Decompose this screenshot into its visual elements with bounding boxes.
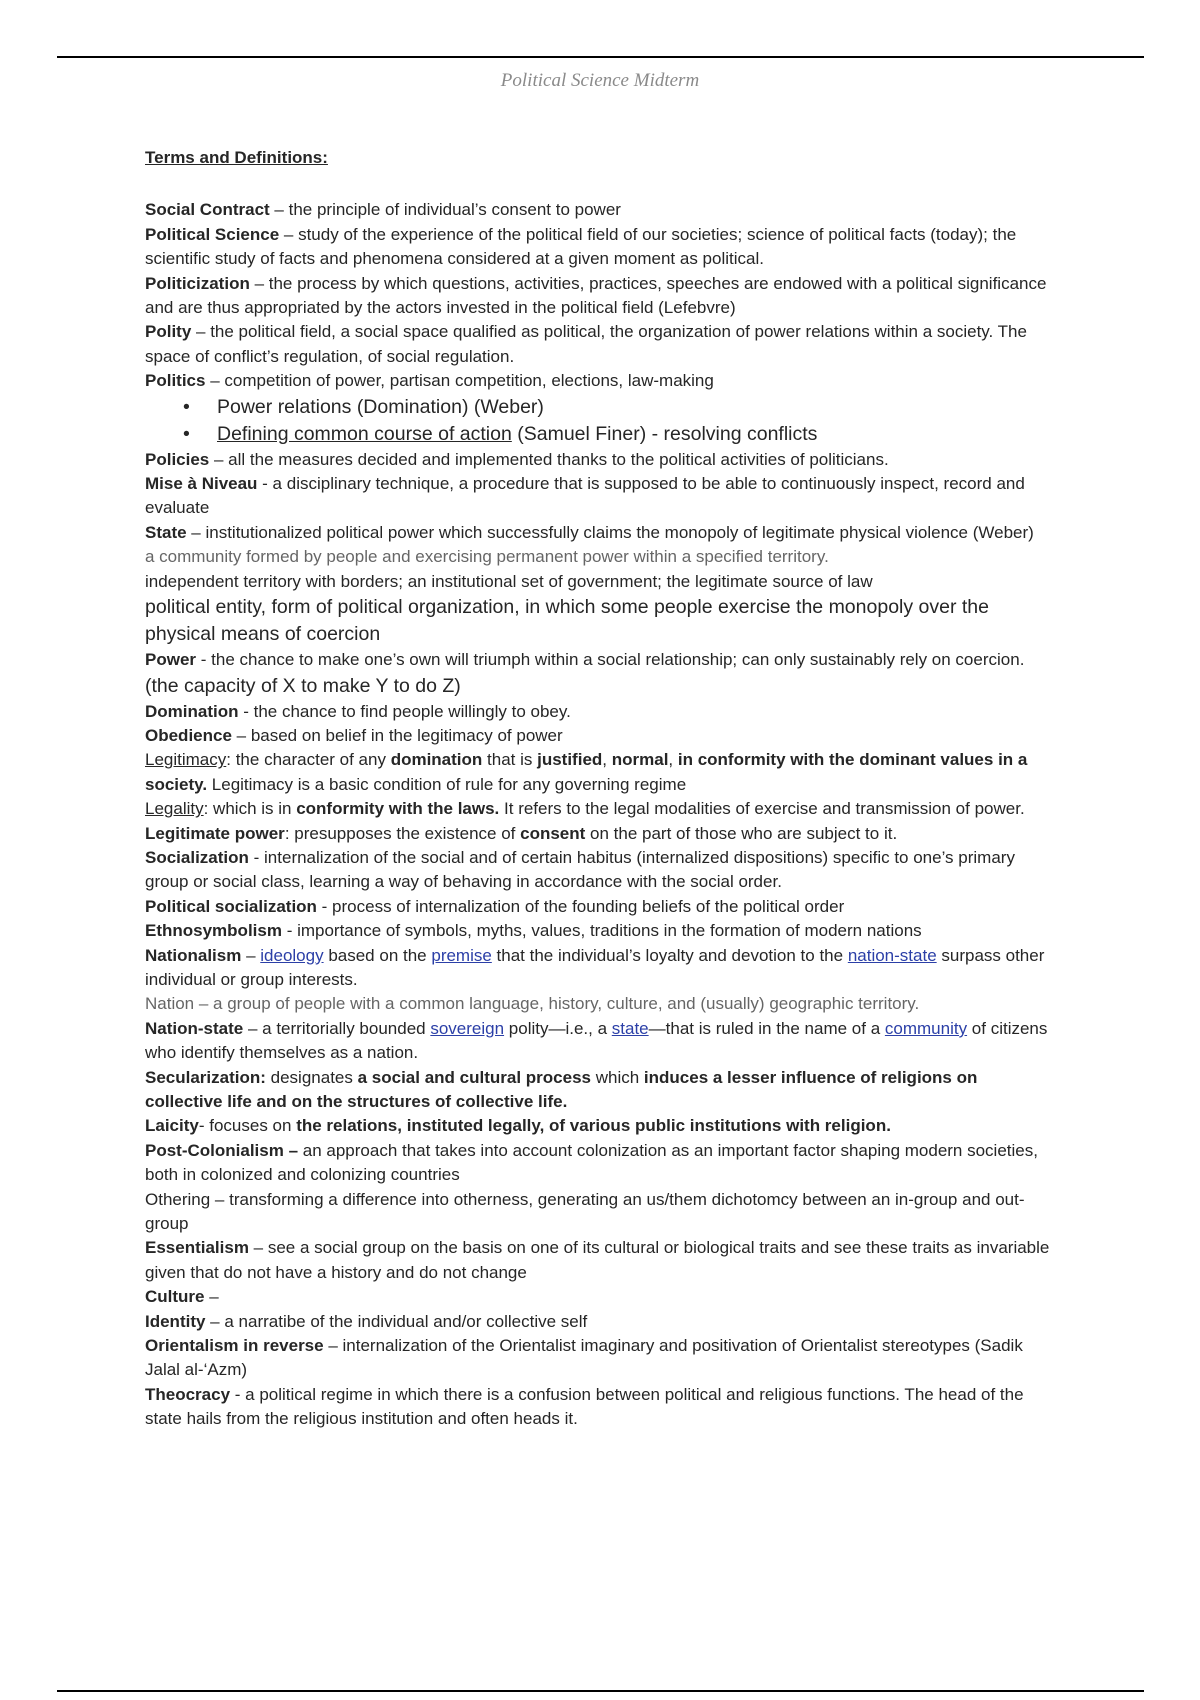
text: - focuses on bbox=[198, 1116, 297, 1136]
definition: – bbox=[204, 1287, 219, 1307]
ideology-link[interactable]: ideology bbox=[260, 945, 324, 965]
entry-social-contract bbox=[145, 198, 1055, 222]
text: polity—i.e., a bbox=[504, 1018, 612, 1038]
entry-power bbox=[145, 648, 1055, 699]
definition: - a disciplinary technique, a procedure that is supposed to be able to continuously inspect, record and evaluate bbox=[145, 474, 1025, 518]
entry-legitimate-power bbox=[145, 822, 1055, 846]
text: : which is in bbox=[203, 799, 297, 819]
entry-ethnosymbolism bbox=[145, 919, 1055, 943]
entry-politics bbox=[145, 369, 1055, 393]
text: surpass other individual or group interests. bbox=[145, 945, 1045, 989]
bold-text: a social and cultural process bbox=[357, 1067, 591, 1087]
entry-legitimacy bbox=[145, 748, 1055, 797]
nation-state-link[interactable]: nation-state bbox=[847, 945, 937, 965]
definition: – internalization of the Orientalist imaginary and positivation of Orientalist stereotypes (Sadik Jalal al-‘Azm) bbox=[145, 1336, 1023, 1380]
text: designates bbox=[265, 1067, 358, 1087]
definition: – competition of power, partisan competition, elections, law-making bbox=[205, 371, 714, 391]
entry-nation-state bbox=[145, 1017, 1055, 1066]
term: Nationalism bbox=[145, 945, 242, 965]
term: Mise à Niveau bbox=[145, 474, 258, 494]
text: which bbox=[590, 1067, 644, 1087]
entry-laicity bbox=[145, 1114, 1055, 1138]
entry-identity bbox=[145, 1310, 1055, 1334]
politics-bullet-2 bbox=[145, 421, 1055, 448]
entry-political-science bbox=[145, 223, 1055, 272]
term: Theocracy bbox=[145, 1384, 231, 1404]
bullet-underlined-text: Defining common course of action bbox=[217, 422, 512, 445]
bold-text: domination bbox=[390, 750, 483, 770]
entry-state-line-3: independent territory with borders; an institutional set of government; the legitimate source of law bbox=[145, 571, 873, 591]
entry-culture bbox=[145, 1285, 1055, 1309]
term: Legality bbox=[145, 799, 204, 819]
text: , bbox=[602, 750, 612, 770]
text: on the part of those who are subject to it. bbox=[585, 823, 898, 843]
text: of citizens who identify themselves as a nation. bbox=[145, 1018, 1048, 1063]
entry-orientalism-in-reverse bbox=[145, 1334, 1055, 1383]
bullet-text: (Samuel Finer) - resolving conflicts bbox=[511, 422, 818, 445]
entry-nationalism bbox=[145, 944, 1055, 993]
text: that is bbox=[482, 750, 538, 770]
term: Nation-state bbox=[145, 1018, 244, 1038]
bold-text: conformity with the laws. bbox=[296, 799, 500, 819]
entry-socialization bbox=[145, 846, 1055, 895]
term: Power bbox=[145, 650, 197, 670]
term: Social Contract bbox=[145, 200, 270, 220]
term: Essentialism bbox=[145, 1238, 249, 1258]
entry-obedience bbox=[145, 724, 1055, 748]
sovereign-link[interactable]: sovereign bbox=[430, 1018, 505, 1038]
premise-link[interactable]: premise bbox=[431, 945, 492, 965]
term: State bbox=[145, 522, 187, 542]
text: , bbox=[668, 750, 678, 770]
term: Identity bbox=[145, 1311, 206, 1331]
definition: - process of internalization of the founding beliefs of the political order bbox=[316, 896, 845, 916]
definition: – institutionalized political power which successfully claims the monopoly of legitimate physical violence (Weber) bbox=[186, 522, 1034, 542]
entry-post-colonialism bbox=[145, 1139, 1055, 1188]
term: Orientalism in reverse bbox=[145, 1336, 324, 1356]
term: Political socialization bbox=[145, 896, 317, 916]
entry-legality bbox=[145, 797, 1055, 821]
entry-policies bbox=[145, 448, 1055, 472]
term: Polity bbox=[145, 322, 192, 342]
term: Laicity bbox=[145, 1116, 199, 1136]
term: Legitimate power bbox=[145, 823, 285, 843]
bottom-rule bbox=[57, 1690, 1144, 1692]
definition: – the political field, a social space qualified as political, the organization of power relations within a society. The space of conflict’s regulation, of social regulation. bbox=[145, 322, 1027, 366]
section-title: Terms and Definitions: bbox=[145, 148, 328, 167]
term: Policies bbox=[145, 449, 210, 469]
term: Post-Colonialism – bbox=[145, 1140, 299, 1160]
entry-polity bbox=[145, 320, 1055, 369]
entry-state bbox=[145, 521, 1055, 545]
bold-text: the relations, instituted legally, of various public institutions with religion. bbox=[296, 1116, 891, 1136]
term: Political Science bbox=[145, 224, 280, 244]
bold-text: induces a lesser influence of religions on collective life and on the structures of collective life. bbox=[145, 1067, 978, 1111]
definition: – the process by which questions, activities, practices, speeches are endowed with a political significance and are thus appropriated by the actors invested in the political field (Lefebvre) bbox=[145, 273, 1047, 318]
politics-bullet-1 bbox=[145, 394, 1055, 421]
entry-mise-a-niveau bbox=[145, 472, 1055, 521]
term: Politics bbox=[145, 371, 206, 391]
definition: – based on belief in the legitimacy of power bbox=[231, 725, 563, 745]
bullet-icon: • bbox=[183, 395, 190, 418]
bold-text: normal bbox=[611, 750, 669, 770]
definition: – see a social group on the basis on one of its cultural or biological traits and see these traits as invariable given that do not have a history and do not change bbox=[145, 1238, 1050, 1282]
text: – a territorially bounded bbox=[243, 1018, 431, 1038]
bold-text: in conformity with the dominant values in a society. bbox=[145, 750, 1028, 794]
definition: - importance of symbols, myths, values, traditions in the formation of modern nations bbox=[281, 921, 922, 941]
definition: – a narratibe of the individual and/or collective self bbox=[205, 1311, 588, 1331]
text: Legitimacy is a basic condition of rule for any governing regime bbox=[207, 774, 687, 794]
definition: - the chance to find people willingly to obey. bbox=[238, 701, 571, 721]
definition: - the chance to make one’s own will triumph within a social relationship; can only sustainably rely on coercion. bbox=[196, 650, 1025, 670]
definition: – the principle of individual’s consent to power bbox=[269, 200, 621, 220]
bold-text: justified bbox=[537, 750, 603, 770]
entry-state-line-4: political entity, form of political organization, in which some people exercise the monopoly over the physical means of coercion bbox=[145, 596, 989, 646]
text: : presupposes the existence of bbox=[284, 823, 521, 843]
entry-othering: Othering – transforming a difference into otherness, generating an us/them dichotomcy between an in-group and out-group bbox=[145, 1189, 1025, 1234]
term: Legitimacy bbox=[145, 750, 227, 770]
entry-nation: Nation – a group of people with a common language, history, culture, and (usually) geographic territory. bbox=[145, 994, 920, 1014]
text: —that is ruled in the name of a bbox=[648, 1018, 885, 1038]
entry-domination bbox=[145, 700, 1055, 724]
page-header: Political Science Midterm bbox=[500, 70, 700, 91]
entry-essentialism bbox=[145, 1236, 1055, 1285]
definition-note: (the capacity of X to make Y to do Z) bbox=[145, 674, 461, 697]
text: – bbox=[241, 945, 261, 965]
text: : the character of any bbox=[226, 750, 391, 770]
term: Ethnosymbolism bbox=[145, 921, 282, 941]
definition: – all the measures decided and implemented thanks to the political activities of politicians. bbox=[209, 449, 889, 469]
definition: – study of the experience of the political field of our societies; science of political facts (today); the scientific study of facts and phenomena considered at a given moment as political. bbox=[145, 224, 1017, 269]
community-link[interactable]: community bbox=[884, 1018, 968, 1038]
term: Politicization bbox=[145, 273, 250, 293]
bullet-text: Power relations (Domination) (Weber) bbox=[217, 395, 544, 418]
term: Socialization bbox=[145, 847, 249, 867]
definition: - a political regime in which there is a confusion between political and religious functions. The head of the state hails from the religious institution and often heads it. bbox=[145, 1384, 1024, 1429]
document-body bbox=[145, 146, 1055, 1432]
entry-political-socialization bbox=[145, 895, 1055, 919]
state-link[interactable]: state bbox=[611, 1018, 649, 1038]
entry-state-line-2: a community formed by people and exercising permanent power within a specified territory. bbox=[145, 547, 829, 567]
entry-theocracy bbox=[145, 1383, 1055, 1432]
top-rule bbox=[57, 56, 1144, 58]
bullet-icon: • bbox=[183, 422, 190, 445]
text: that the individual’s loyalty and devotion to the bbox=[491, 945, 848, 965]
entry-secularization bbox=[145, 1066, 1055, 1115]
term: Domination bbox=[145, 701, 239, 721]
term: Culture bbox=[145, 1287, 205, 1307]
definition: - internalization of the social and of certain habitus (internalized dispositions) specific to one’s primary group or social class, learning a way of behaving in accordance with the social order. bbox=[145, 847, 1015, 892]
term: Obedience bbox=[145, 725, 232, 745]
entry-politicization bbox=[145, 272, 1055, 321]
definition: an approach that takes into account colonization as an important factor shaping modern societies, both in colonized and colonizing countries bbox=[145, 1140, 1038, 1185]
term: Secularization: bbox=[145, 1067, 266, 1087]
bold-text: consent bbox=[520, 823, 586, 843]
text: It refers to the legal modalities of exercise and transmission of power. bbox=[499, 799, 1025, 819]
text: based on the bbox=[323, 945, 432, 965]
